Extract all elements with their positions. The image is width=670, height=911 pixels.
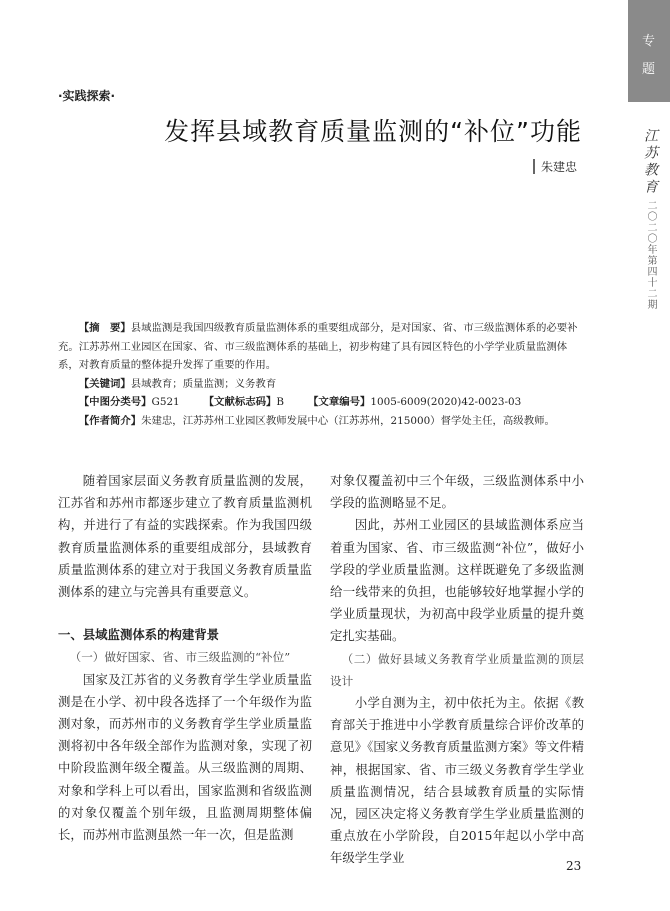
paragraph: 因此，苏州工业园区的县域监测体系应当着重为国家、省、市三级监测“补位”，做好小学段的学业质量监测。这样既避免了多级监测给一线带来的负担，也能够较好地掌握小学的学业质量现状，为初高中段学业质量的提升奠定扎实基础。	[330, 517, 584, 644]
article-number-label: 【文章编号】	[308, 396, 371, 409]
doc-code-label: 【文献标志码】	[203, 396, 277, 409]
paragraph: 小学自测为主，初中依托为主。依据《教育部关于推进中小学教育质量综合评价改革的意见》《国家义务教育质量监测方案》等文件精神，根据国家、省、市三级义务教育学生学业质量监测情况，结合县域教育质量的实际情况，园区决定将义务教育学生学业质量监测的重点放在小学阶段，自2015年起以小学中高年级学生学业	[330, 695, 585, 866]
article-metadata	[58, 319, 584, 431]
side-divider	[628, 100, 670, 102]
clc-label: 【中图分类号】	[78, 396, 152, 409]
side-tab-char: 题	[642, 62, 656, 77]
section-label: ·实践探索·	[58, 89, 116, 103]
section-side-tab	[628, 0, 670, 100]
author-bar	[533, 159, 535, 174]
keywords-text: 县域教育；质量监测；义务教育	[130, 377, 277, 390]
article-title: 发挥县域教育质量监测的“补位”功能	[164, 117, 582, 146]
article-number-value: 1005-6009(2020)42-0023-03	[370, 396, 522, 409]
abstract	[58, 319, 584, 375]
paragraph: 国家及江苏省的义务教育学生学业质量监测是在小学、初中段各选择了一个年级作为监测对象，而苏州市的义务教育学生学业质量监测将初中各年级全部作为监测对象，实现了初中阶段监测年级全覆盖。从三级监测的周期、对象和学科上可以看出，国家监测和省级监测的对象仅覆盖个别年级，且监测周期整体偏长，而苏州市监测虽然一年一次，但是监测	[58, 671, 312, 843]
abstract-label: 【摘 要】	[78, 322, 131, 334]
clc-value: G521	[151, 396, 180, 409]
journal-issue: 二〇二〇年第四十二期	[645, 200, 656, 311]
side-tab-char: 专	[642, 34, 656, 49]
subsection-heading: （一）做好国家、省、市三级监测的“补位”	[69, 650, 291, 665]
body-column-right	[330, 470, 584, 870]
author-bio	[58, 412, 584, 431]
doc-code-value: B	[276, 396, 285, 409]
paragraph: 随着国家层面义务教育质量监测的发展，江苏省和苏州市都逐步建立了教育质量监测机构，并进行了有益的实践探索。作为我国四级教育质量监测体系的重要组成部分，县域教育质量监测体系的建立对于我国义务教育质量监测体系的建立与完善具有重要意义。	[58, 473, 312, 600]
keywords	[58, 375, 584, 394]
abstract-text: 县域监测是我国四级教育质量监测体系的重要组成部分，是对国家、省、市三级监测体系的必要补充。江苏苏州工业园区在国家、省、市三级监测体系的基础上，初步构建了具有园区特色的小学学业质量监测体系，对教育质量的整体提升发挥了重要的作用。	[58, 322, 578, 372]
keywords-label: 【关键词】	[78, 377, 131, 390]
page-number: 23	[566, 859, 582, 873]
author-bio-text: 朱建忠，江苏苏州工业园区教师发展中心（江苏苏州，215000）督学处主任，高级教师。	[141, 414, 555, 427]
body-column-left	[58, 470, 312, 846]
paragraph: 对象仅覆盖初中三个年级，三级监测体系中小学段的监测略显不足。	[330, 473, 584, 511]
subsection-heading: （二）做好县域义务教育学业质量监测的顶层设计	[330, 651, 584, 688]
journal-sidebar	[640, 128, 658, 310]
classification	[58, 393, 584, 412]
section-heading: 一、县域监测体系的构建背景	[58, 627, 220, 643]
author-bio-label: 【作者简介】	[78, 414, 142, 427]
journal-name: 江苏教育	[642, 128, 658, 196]
author-name: 朱建忠	[541, 160, 578, 174]
